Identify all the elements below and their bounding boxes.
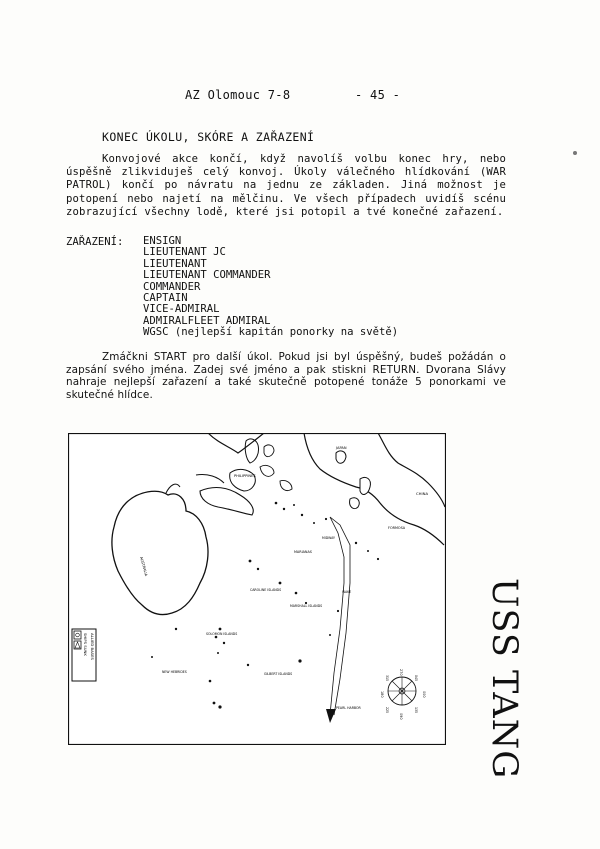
compass-ne: 045 — [414, 675, 418, 682]
map-label-formosa: FORMOSA — [388, 526, 406, 530]
map-label-philippines: PHILIPPINES — [234, 474, 256, 478]
map-label-gilbert: GILBERT ISLANDS — [264, 672, 293, 676]
legend-ships-sunk: SHIPS SUNK — [83, 633, 88, 656]
map-label-midway: MIDWAY — [322, 536, 336, 540]
map-label-marshall: MARSHALL ISLANDS — [290, 604, 323, 608]
scan-speck — [573, 151, 577, 155]
ranks-list — [143, 236, 398, 339]
rank-item: LIEUTENANT — [143, 257, 207, 270]
compass-s: 180 — [380, 691, 384, 698]
rank-item: LIEUTENANT COMMANDER — [143, 269, 271, 282]
map-label-japan: JAPAN — [336, 446, 347, 450]
compass-nw: 315 — [385, 675, 389, 682]
map-label-marianas: MARIANAS — [294, 550, 312, 554]
rank-item: ENSIGN — [143, 235, 182, 247]
rank-item: COMMANDER — [143, 280, 201, 293]
rank-item: ADMIRALFLEET ADMIRAL — [143, 314, 271, 327]
formosa-landmass — [336, 451, 346, 463]
compass-w: 270 — [399, 669, 403, 676]
compass-n: 000 — [422, 691, 426, 698]
page-header-title: AZ Olomouc 7-8 — [185, 88, 291, 102]
map-label-china: CHINA — [416, 491, 429, 496]
section-title: KONEC ÚKOLU, SKÓRE A ZAŘAZENÍ — [102, 130, 315, 144]
compass-e: 090 — [399, 713, 403, 720]
map-label-new-hebrides: NEW HEBRIDES — [162, 670, 187, 674]
compass-sw: 225 — [385, 707, 389, 714]
paragraph-start-text: Zmáčkni START pro další úkol. Pokud jsi byl úspěšný, budeš požádán o zapsání svého jména. Zadej své jméno a pak stiskni RETURN. Dvorana Slávy nahraje nejlepší zařazení a také skutečně potopené tonáže 5 ponorkami ve skutečné hlídce. — [66, 351, 506, 401]
paragraph-start — [66, 351, 506, 401]
compass-se: 135 — [414, 707, 418, 714]
ship-name-vertical: USS TANG — [484, 578, 524, 780]
map-label-pearl-harbor: PEARL HARBOR — [336, 706, 361, 710]
map-label-wake: WAKE — [342, 590, 352, 594]
rank-item: WGSC (nejlepší kapitán ponorky na světě) — [143, 326, 399, 339]
paragraph-ending-text: Konvojové akce končí, když navolíš volbu konec hry, nebo úspěšně zlikviduješ celý konvoj. Úkoly válečného hlídkování (WAR PATROL) končí po návratu na jednu ze základen. Jiná možnost je potopení nebo najetí na mělčinu. Ve všech případech uvidíš scénu zobrazující všechny lodě, které jsi potopil a tvé konečné zařazení. — [66, 153, 506, 218]
map-label-solomon: SOLOMON ISLANDS — [206, 632, 238, 636]
page-number: - 45 - — [355, 88, 401, 102]
legend-allied-bases: ALLIED BASES — [90, 633, 95, 660]
rank-item: CAPTAIN — [143, 292, 188, 305]
map-label-australia: AUSTRALIA — [139, 556, 149, 577]
rank-item: VICE-ADMIRAL — [143, 303, 220, 316]
pacific-map — [68, 433, 446, 745]
paragraph-ending — [66, 153, 506, 219]
map-label-caroline: CAROLINE ISLANDS — [250, 588, 282, 592]
ranks-label: ZAŘAZENÍ: — [66, 236, 124, 248]
rank-item: LIEUTENANT JC — [143, 246, 226, 259]
